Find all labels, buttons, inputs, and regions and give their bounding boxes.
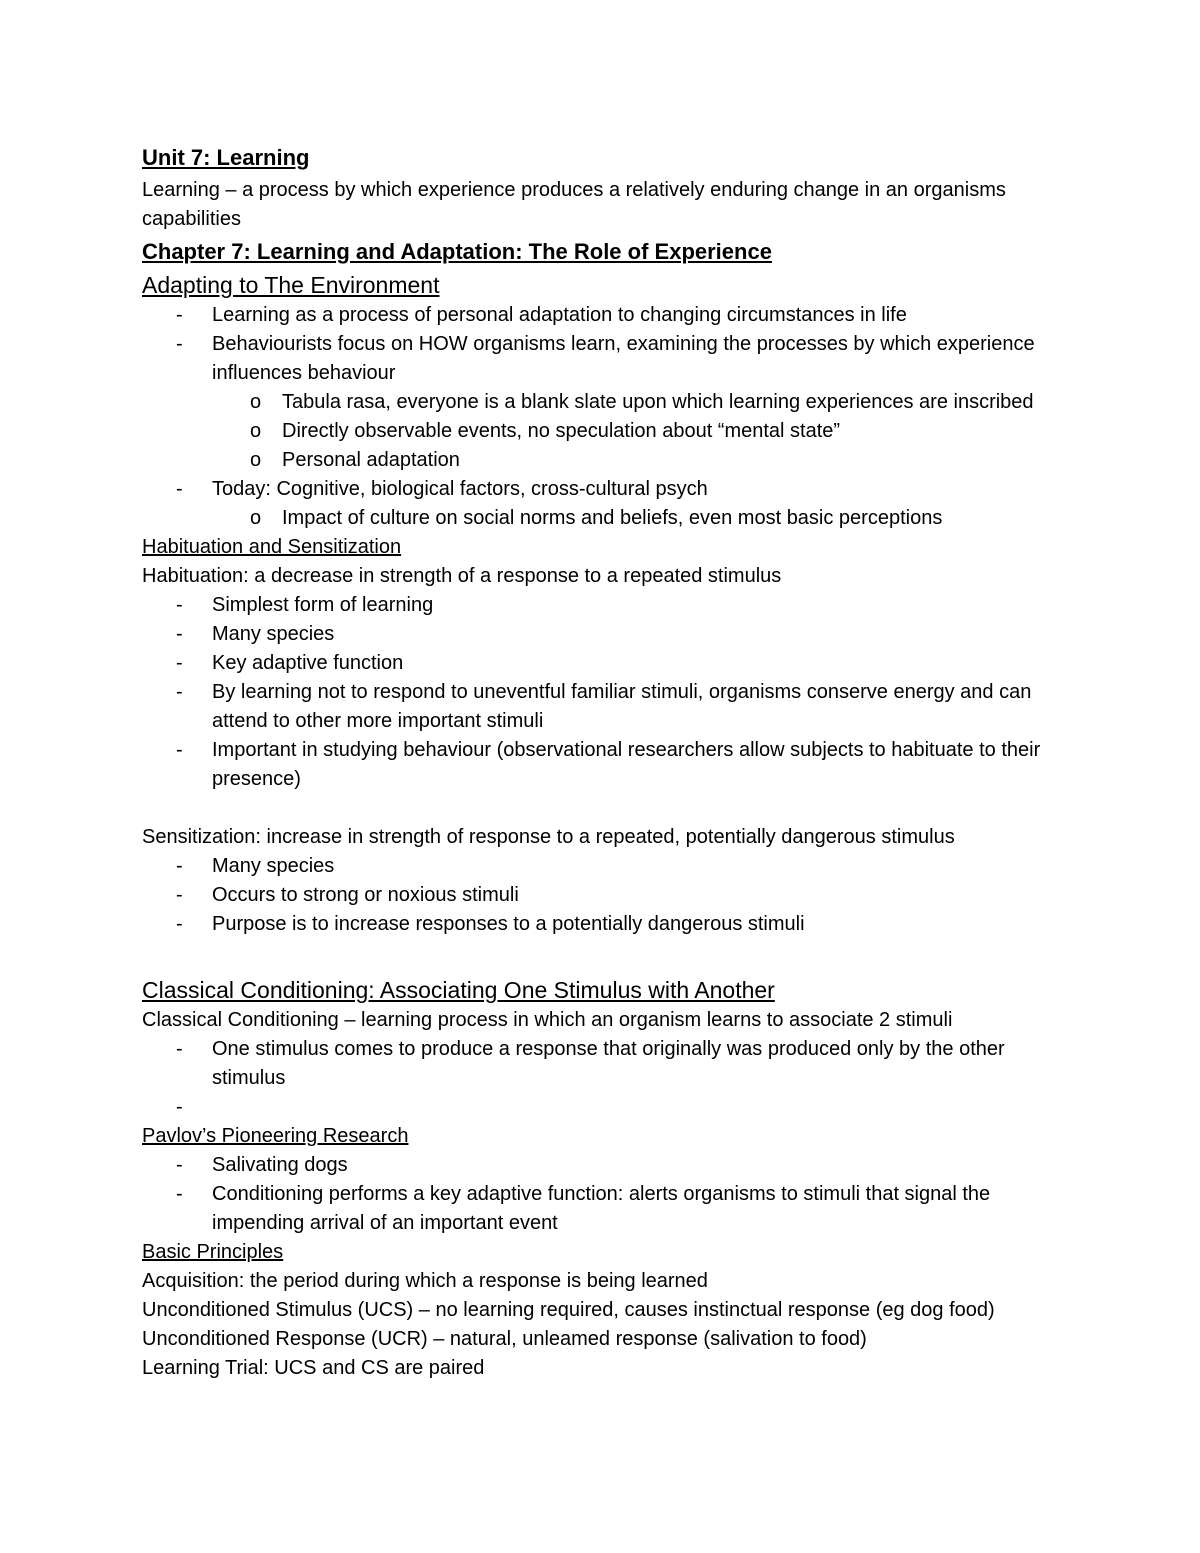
dash-marker: - bbox=[176, 1183, 183, 1205]
list-item: - Conditioning performs a key adaptive function: alerts organisms to stimuli that signal the impending arrival of an important event bbox=[142, 1180, 1082, 1238]
list-item: - Key adaptive function bbox=[142, 649, 1082, 678]
classical-definition: Classical Conditioning – learning process in which an organism learns to associate 2 stimuli bbox=[142, 1009, 953, 1031]
list-item-empty bbox=[142, 1093, 1082, 1122]
dash-marker: - bbox=[176, 478, 183, 500]
sensitization-list bbox=[142, 852, 1082, 939]
list-item: - One stimulus comes to produce a response that originally was produced only by the other stimulus bbox=[142, 1035, 1082, 1093]
sub-list-item: o Personal adaptation bbox=[142, 446, 1082, 475]
list-item: - Purpose is to increase responses to a potentially dangerous stimuli bbox=[142, 910, 1082, 939]
dash-marker: - bbox=[176, 884, 183, 906]
list-item: - Today: Cognitive, biological factors, cross-cultural psych o Impact of culture on social norms and beliefs, even most basic perceptions bbox=[142, 475, 1082, 533]
principle-line: Acquisition: the period during which a response is being learned bbox=[142, 1270, 708, 1292]
document-page bbox=[142, 140, 1082, 1383]
dash-marker: - bbox=[176, 681, 183, 703]
principle-line: Unconditioned Stimulus (UCS) – no learning required, causes instinctual response (eg dog food) bbox=[142, 1299, 995, 1321]
list-item: - Simplest form of learning bbox=[142, 591, 1082, 620]
dash-marker: - bbox=[176, 333, 183, 355]
dash-marker: - bbox=[176, 1038, 183, 1060]
classical-list bbox=[142, 1035, 1082, 1122]
habituation-list bbox=[142, 591, 1082, 794]
circle-marker: o bbox=[250, 449, 262, 471]
dash-marker: - bbox=[176, 855, 183, 877]
sensitization-definition: Sensitization: increase in strength of response to a repeated, potentially dangerous stimulus bbox=[142, 826, 955, 848]
blank-line bbox=[142, 939, 1082, 974]
subheading-habituation: Habituation and Sensitization bbox=[142, 536, 402, 558]
subheading-pavlov: Pavlov’s Pioneering Research bbox=[142, 1125, 409, 1147]
dash-marker: - bbox=[176, 652, 183, 674]
section-heading-classical: Classical Conditioning: Associating One Stimulus with Another bbox=[142, 977, 775, 1003]
sub-list-item: o Tabula rasa, everyone is a blank slate upon which learning experiences are inscribed bbox=[142, 388, 1082, 417]
chapter-title: Chapter 7: Learning and Adaptation: The Role of Experience bbox=[142, 239, 772, 264]
habituation-definition: Habituation: a decrease in strength of a response to a repeated stimulus bbox=[142, 565, 782, 587]
circle-marker: o bbox=[250, 507, 262, 529]
dash-marker: - bbox=[176, 739, 183, 761]
list-item: - By learning not to respond to uneventful familiar stimuli, organisms conserve energy and can attend to other more important stimuli bbox=[142, 678, 1082, 736]
subheading-basic-principles: Basic Principles bbox=[142, 1241, 284, 1263]
blank-line bbox=[142, 794, 1082, 823]
sub-list-item: o Directly observable events, no speculation about “mental state” bbox=[142, 417, 1082, 446]
pavlov-list bbox=[142, 1151, 1082, 1238]
list-item: - Many species bbox=[142, 620, 1082, 649]
circle-marker: o bbox=[250, 420, 262, 442]
section-heading-adapting: Adapting to The Environment bbox=[142, 272, 440, 298]
list-item: - Many species bbox=[142, 852, 1082, 881]
today-sublist bbox=[212, 504, 1082, 533]
list-item: - Salivating dogs bbox=[142, 1151, 1082, 1180]
dash-marker: - bbox=[176, 304, 183, 326]
principle-line: Unconditioned Response (UCR) – natural, unleamed response (salivation to food) bbox=[142, 1328, 867, 1350]
learning-definition: Learning – a process by which experience produces a relatively enduring change in an organisms capabilities bbox=[142, 179, 1006, 230]
circle-marker: o bbox=[250, 391, 262, 413]
sub-list-item: o Impact of culture on social norms and beliefs, even most basic perceptions bbox=[142, 504, 1082, 533]
unit-title: Unit 7: Learning bbox=[142, 145, 310, 170]
behaviourist-sublist bbox=[212, 388, 1082, 475]
list-item: - Behaviourists focus on HOW organisms learn, examining the processes by which experience influences behaviour o Tabula rasa, everyone is a blank slate upon which learning experiences are inscribed o Directly observable events, no speculation about “mental state” o Personal adaptation bbox=[142, 330, 1082, 475]
dash-marker: - bbox=[176, 1096, 183, 1118]
list-item: - Important in studying behaviour (observational researchers allow subjects to habituate to their presence) bbox=[142, 736, 1082, 794]
dash-marker: - bbox=[176, 913, 183, 935]
dash-marker: - bbox=[176, 594, 183, 616]
dash-marker: - bbox=[176, 623, 183, 645]
list-item: - Learning as a process of personal adaptation to changing circumstances in life bbox=[142, 301, 1082, 330]
adapting-list bbox=[142, 301, 1082, 533]
list-item: - Occurs to strong or noxious stimuli bbox=[142, 881, 1082, 910]
principle-line: Learning Trial: UCS and CS are paired bbox=[142, 1357, 485, 1379]
dash-marker: - bbox=[176, 1154, 183, 1176]
